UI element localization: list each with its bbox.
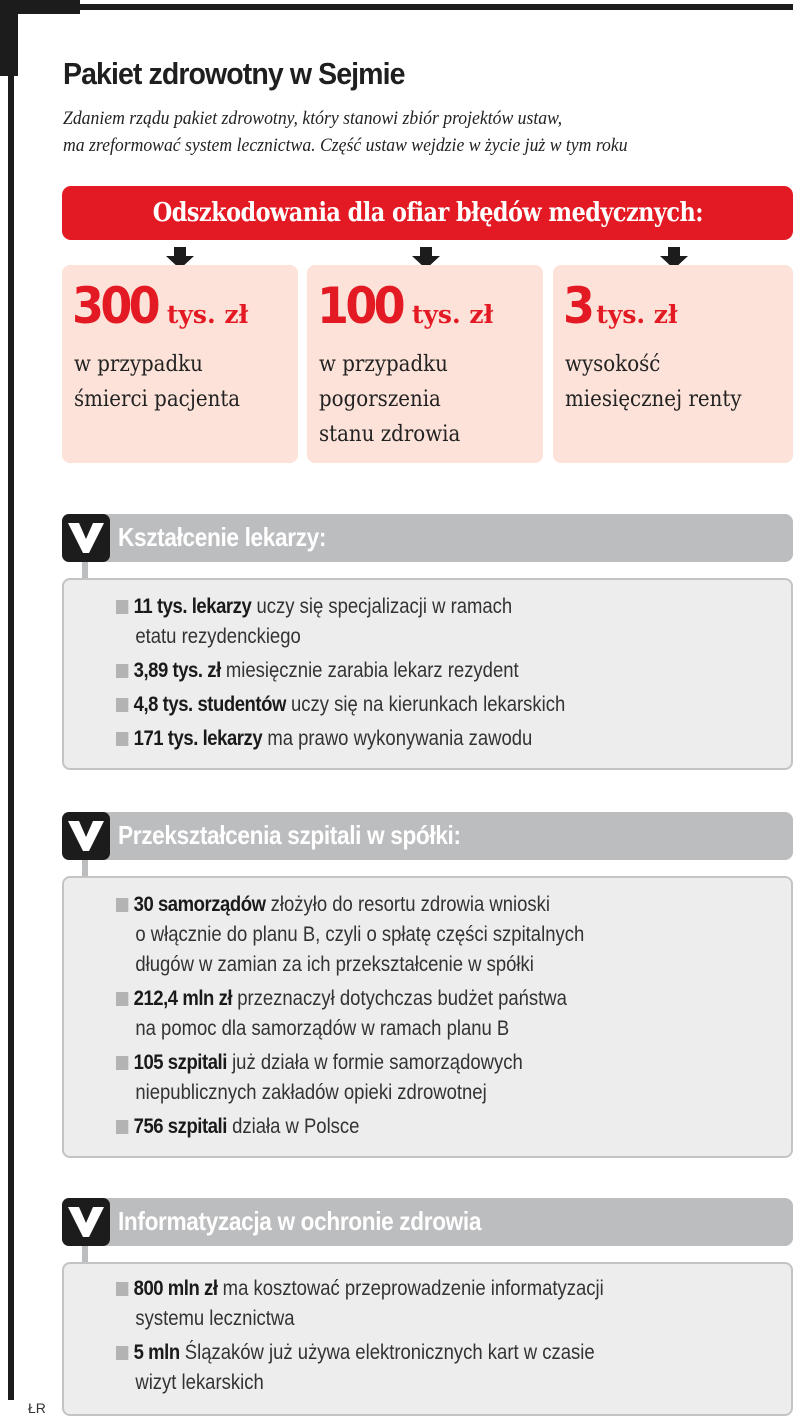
list-item <box>116 890 584 980</box>
list-item <box>116 1112 359 1142</box>
item-text: już działa w formie samorządowych <box>226 1051 523 1074</box>
frame-top-rule <box>0 4 793 10</box>
compensation-banner <box>62 186 793 240</box>
frame-corner-vertical <box>0 0 18 76</box>
item-text: Ślązaków już używa elektronicznych kart w czasie <box>179 1341 595 1364</box>
item-text-cont: systemu lecznictwa <box>135 1307 295 1330</box>
chevron-down-icon <box>62 1198 110 1246</box>
card-value: 100 <box>317 277 402 335</box>
item-text: działa w Polsce <box>226 1115 360 1138</box>
list-item <box>116 1274 604 1334</box>
frame-left-rule <box>8 0 14 1400</box>
section-title: Informatyzacja w ochronie zdrowia <box>118 1206 482 1236</box>
compensation-card-pension <box>553 265 793 463</box>
bullet-square-icon <box>116 664 128 678</box>
card-value: 3 <box>563 277 592 335</box>
author-credit: ŁR <box>28 1400 46 1416</box>
section-header-education <box>62 514 793 562</box>
bullet-square-icon <box>116 600 128 614</box>
item-text-cont: o włącznie do planu B, czyli o spłatę części szpitalnych <box>135 923 585 946</box>
item-highlight: 5 mln <box>133 1341 180 1364</box>
item-text: miesięcznie zarabia lekarz rezydent <box>220 659 519 682</box>
section-box-education <box>62 578 793 770</box>
item-text: złożyło do resortu zdrowia wnioski <box>265 893 551 916</box>
item-highlight: 212,4 mln zł <box>133 987 233 1010</box>
chevron-down-icon <box>62 514 110 562</box>
card-value: 300 <box>72 277 157 335</box>
section-header-hospitals <box>62 812 793 860</box>
item-highlight: 30 samorządów <box>133 893 266 916</box>
item-text: uczy się specjalizacji w ramach <box>251 595 513 618</box>
item-text-cont: długów w zamian za ich przekształcenie w spółki <box>135 953 534 976</box>
compensation-card-death <box>62 265 298 463</box>
section-title: Przekształcenia szpitali w spółki: <box>118 820 461 850</box>
bullet-square-icon <box>116 1120 128 1134</box>
chevron-down-icon <box>62 812 110 860</box>
card-unit: tys. zł <box>596 300 678 329</box>
list-item <box>116 1048 523 1108</box>
card-description: w przypadku pogorszenia stanu zdrowia <box>319 352 461 447</box>
list-item <box>116 656 519 686</box>
item-highlight: 105 szpitali <box>133 1051 227 1074</box>
card-description: wysokość miesięcznej renty <box>565 352 742 412</box>
item-highlight: 4,8 tys. studentów <box>133 693 286 716</box>
section-box-hospitals <box>62 876 793 1158</box>
item-highlight: 800 mln zł <box>133 1277 218 1300</box>
list-item <box>116 1338 595 1398</box>
card-unit: tys. zł <box>166 300 249 329</box>
item-text-cont: etatu rezydenckiego <box>135 625 301 648</box>
subtitle <box>63 105 751 159</box>
banner-text: Odszkodowania dla ofiar błędów medycznych: <box>152 198 703 228</box>
bullet-square-icon <box>116 1346 128 1360</box>
item-highlight: 11 tys. lekarzy <box>133 595 252 618</box>
section-header-it <box>62 1198 793 1246</box>
item-text-cont: wizyt lekarskich <box>135 1371 264 1394</box>
bullet-square-icon <box>116 732 128 746</box>
item-text: przeznaczył dotychczas budżet państwa <box>232 987 567 1010</box>
subtitle-line: ma zreformować system lecznictwa. Część ustaw wejdzie w życie już w tym roku <box>63 135 628 156</box>
page-title: Pakiet zdrowotny w Sejmie <box>63 56 405 91</box>
item-highlight: 3,89 tys. zł <box>133 659 221 682</box>
list-item <box>116 984 567 1044</box>
section-title: Kształcenie lekarzy: <box>118 522 327 552</box>
section-box-it <box>62 1262 793 1416</box>
card-unit: tys. zł <box>411 300 494 329</box>
list-item <box>116 592 512 652</box>
item-text: ma prawo wykonywania zawodu <box>262 727 533 750</box>
item-highlight: 171 tys. lekarzy <box>133 727 263 750</box>
item-text: uczy się na kierunkach lekarskich <box>285 693 566 716</box>
card-description: w przypadku śmierci pacjenta <box>74 352 241 412</box>
bullet-square-icon <box>116 1282 128 1296</box>
item-text: ma kosztować przeprowadzenie informatyzacji <box>217 1277 604 1300</box>
bullet-square-icon <box>116 698 128 712</box>
subtitle-line: Zdaniem rządu pakiet zdrowotny, który stanowi zbiór projektów ustaw, <box>63 108 563 129</box>
bullet-square-icon <box>116 992 128 1006</box>
bullet-square-icon <box>116 898 128 912</box>
item-text-cont: niepublicznych zakładów opieki zdrowotnej <box>135 1081 487 1104</box>
compensation-card-health <box>307 265 543 463</box>
item-text-cont: na pomoc dla samorządów w ramach planu B <box>135 1017 510 1040</box>
list-item <box>116 724 532 754</box>
list-item <box>116 690 565 720</box>
bullet-square-icon <box>116 1056 128 1070</box>
item-highlight: 756 szpitali <box>133 1115 227 1138</box>
